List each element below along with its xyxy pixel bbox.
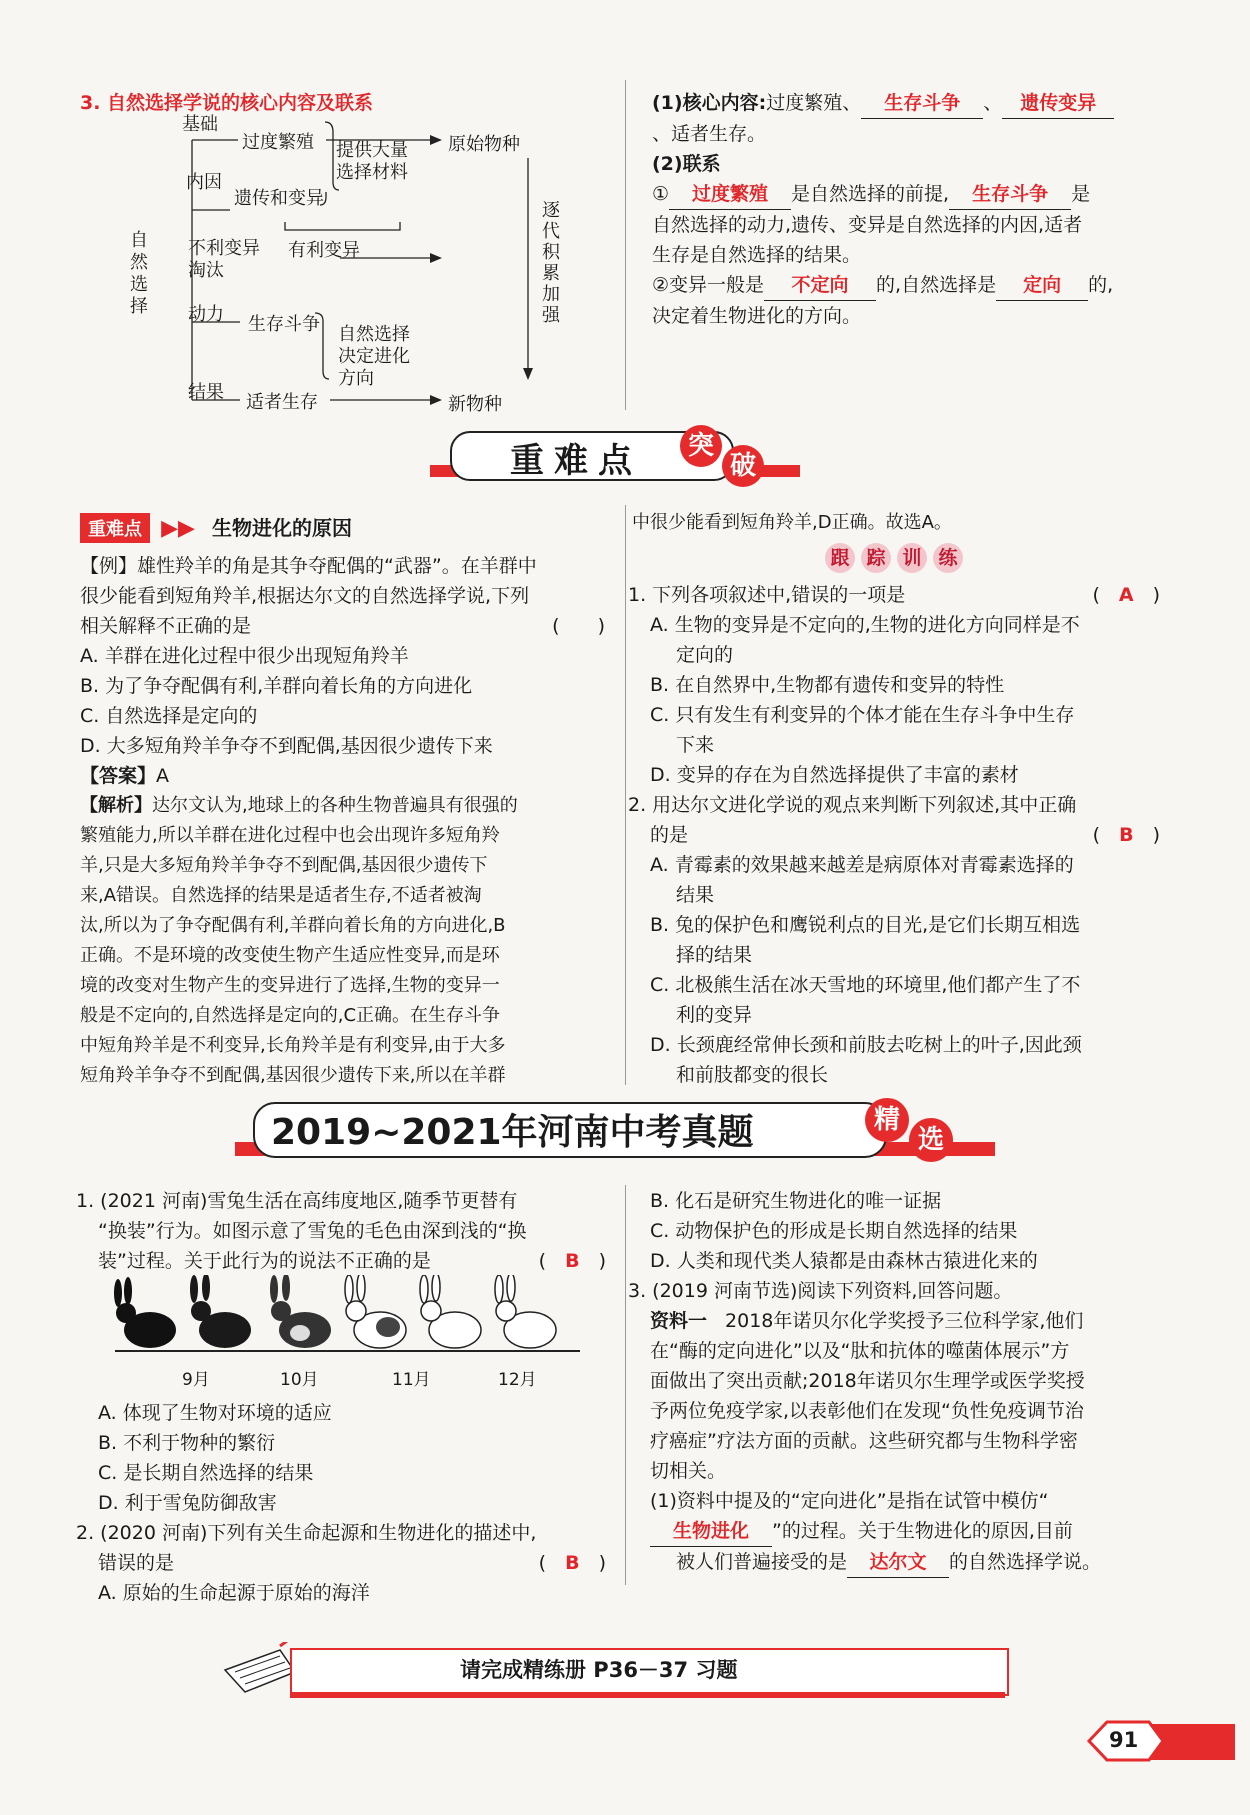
- exam-q1-option-b: B. 不利于物种的繁衍: [98, 1432, 276, 1454]
- q2-option-b: B. 兔的保护色和鹰锐利点的目光,是它们长期互相选: [650, 914, 1081, 936]
- banner-title: 重难点: [510, 441, 642, 481]
- column-divider-bottom: [625, 1185, 626, 1585]
- analysis-line-3: 羊,只是大多短角羚羊争夺不到配偶,基因很少遗传下: [80, 855, 488, 876]
- q1-option-a: A. 生物的变异是不定向的,生物的进化方向同样是不: [650, 614, 1080, 636]
- q1-option-b: B. 在自然界中,生物都有遗传和变异的特性: [650, 674, 1005, 696]
- diagram-drive: 动力: [188, 304, 224, 325]
- footer-instruction-bar: [220, 1642, 1010, 1702]
- diagram-result: 结果: [188, 382, 224, 403]
- q1-answer: A: [1118, 584, 1134, 606]
- banner-tag-1: 突: [680, 425, 722, 467]
- training-chip-1: 跟: [825, 543, 855, 573]
- exam-q1-line-3: 装”过程。关于此行为的说法不正确的是: [98, 1250, 431, 1272]
- q1-stem: 1. 下列各项叙述中,错误的一项是: [628, 584, 906, 606]
- key-point-header: [80, 512, 352, 542]
- q2-stem-1: 2. 用达尔文进化学说的观点来判断下列叙述,其中正确: [628, 794, 1077, 816]
- q1-option-d: D. 变异的存在为自然选择提供了丰富的素材: [650, 764, 1019, 786]
- hare-2: [190, 1275, 251, 1348]
- month-10: 10月: [280, 1370, 319, 1390]
- column-divider-middle: [625, 505, 626, 1085]
- q2-option-c: C. 北极熊生活在冰天雪地的环境里,他们都产生了不: [650, 974, 1081, 996]
- relation2-text-2: 的,自然选择是: [876, 274, 997, 296]
- diagram-internal: 内因: [186, 172, 222, 193]
- training-header: [822, 543, 966, 573]
- example-option-a: A. 羊群在进化过程中很少出现短角羚羊: [80, 645, 409, 667]
- example-line-1: 【例】雄性羚羊的角是其争夺配偶的“武器”。在羊群中: [80, 555, 537, 577]
- relation2-line-2: 决定着生物进化的方向。: [652, 305, 862, 327]
- month-11: 11月: [392, 1370, 431, 1390]
- banner-exam: [235, 1098, 1005, 1178]
- analysis-line-8: 般是不定向的,自然选择是定向的,C正确。在生存斗争: [80, 1005, 501, 1026]
- example-option-c: C. 自然选择是定向的: [80, 705, 258, 727]
- analysis-line-5: 汰,所以为了争夺配偶有利,羊群向着长角的方向进化,B: [80, 915, 506, 936]
- q1-option-c: C. 只有发生有利变异的个体才能在生存斗争中生存: [650, 704, 1075, 726]
- month-9: 9月: [182, 1370, 210, 1390]
- material-line-6: 切相关。: [650, 1460, 727, 1482]
- core-content-end: 、适者生存。: [652, 123, 767, 145]
- example-option-b: B. 为了争夺配偶有利,羊群向着长角的方向进化: [80, 675, 473, 697]
- diagram-provide: 提供大量选择材料: [336, 140, 408, 183]
- exam-q2-answer: B: [565, 1552, 580, 1574]
- example-line-3: 相关解释不正确的是: [80, 615, 252, 637]
- column-divider-top: [625, 80, 626, 410]
- q2-stem-2: 的是: [650, 824, 689, 846]
- q2-option-d-cont: 和前肢都变的很长: [676, 1064, 829, 1086]
- diagram-origin: 原始物种: [448, 134, 520, 155]
- exam-q2-block: 2. (2020 河南)下列有关生命起源和生物进化的描述中, 错误的是 ( B ) A. 原始的生命起源于原始的海洋: [76, 1518, 606, 1608]
- diagram-unfavorable: 不利变异淘汰: [188, 238, 260, 281]
- sub1-text-2: ”的过程。关于生物进化的原因,目前: [772, 1520, 1073, 1542]
- hare-4: [345, 1275, 406, 1348]
- footer-instruction-text: 请完成精练册 P36－37 习题: [460, 1658, 738, 1682]
- exam-q1-option-a: A. 体现了生物对环境的适应: [98, 1402, 332, 1424]
- diagram-left-label: 自然选择: [130, 230, 148, 317]
- answer-value: A: [156, 765, 170, 787]
- material-line-4: 予两位免疫学家,以表彰他们在发现“负性免疫调节治: [650, 1400, 1084, 1422]
- diagram-accumulate: 逐代积累加强: [542, 200, 560, 326]
- training-chip-3: 训: [897, 543, 927, 573]
- relation-line-3: 生存是自然选择的结果。: [652, 244, 862, 266]
- answer-label: 【答案】: [80, 765, 157, 787]
- q1-option-a-cont: 定向的: [676, 644, 734, 666]
- analysis-line-1: 达尔文认为,地球上的各种生物普遍具有很强的: [152, 795, 518, 816]
- material-line-5: 疗癌症”疗法方面的贡献。这些研究都与生物科学密: [650, 1430, 1078, 1452]
- exam-q1-answer: B: [565, 1250, 580, 1272]
- relation-text-1: 是自然选择的前提,: [791, 183, 950, 205]
- banner-exam-tag-2: 选: [909, 1118, 953, 1162]
- selection-diagram: [130, 110, 590, 415]
- core-sep: 、: [983, 92, 1003, 114]
- hare-1: [114, 1277, 176, 1348]
- diagram-decide: 自然选择决定进化方向: [338, 324, 410, 389]
- q1-option-c-cont: 下来: [676, 734, 715, 756]
- relation2-blank-2: 定向: [996, 270, 1088, 301]
- diagram-new-species: 新物种: [448, 394, 502, 415]
- diagram-basis: 基础: [182, 114, 218, 135]
- diagram-struggle: 生存斗争: [248, 314, 320, 335]
- relation-blank-2: 生存斗争: [949, 179, 1071, 210]
- section-heading: 3. 自然选择学说的核心内容及联系: [80, 92, 374, 114]
- q2-option-d: D. 长颈鹿经常伸长颈和前肢去吃树上的叶子,因此颈: [650, 1034, 1082, 1056]
- training-chip-4: 练: [933, 543, 963, 573]
- analysis-label: 【解析】: [80, 795, 152, 816]
- relation-mark-1: ①: [652, 183, 670, 205]
- core-content-text: 过度繁殖、: [766, 92, 862, 114]
- exam-q1-line-2: “换装”行为。如图示意了雪兔的毛色由深到浅的“换: [98, 1220, 527, 1242]
- key-point-title: 生物进化的原因: [212, 516, 353, 540]
- analysis-line-2: 繁殖能力,所以羊群在进化过程中也会出现许多短角羚: [80, 825, 500, 846]
- diagram-overbreed: 过度繁殖: [242, 132, 314, 153]
- exam-q1-option-d: D. 利于雪兔防御敌害: [98, 1492, 277, 1514]
- example-option-d: D. 大多短角羚羊争夺不到配偶,基因很少遗传下来: [80, 735, 493, 757]
- example-block: [80, 551, 610, 1091]
- exam-q1-option-c: C. 是长期自然选择的结果: [98, 1462, 314, 1484]
- analysis-line-4: 来,A错误。自然选择的结果是适者生存,不适者被淘: [80, 885, 482, 906]
- analysis-line-10: 短角羚羊争夺不到配偶,基因很少遗传下来,所以在羊群: [80, 1065, 506, 1086]
- material-label: 资料一: [650, 1310, 708, 1332]
- page-number: 91: [1109, 1728, 1139, 1752]
- banner-key-points: [430, 425, 810, 497]
- banner-exam-title: 2019~2021年河南中考真题: [271, 1112, 754, 1153]
- banner-exam-tag-1: 精: [865, 1098, 909, 1142]
- example-paren: ( ): [552, 615, 605, 637]
- exam-right-block: [628, 1186, 1160, 1578]
- sub1-blank-1: 生物进化: [650, 1516, 772, 1547]
- core-blank-1: 生存斗争: [861, 88, 983, 119]
- q2-option-a: A. 青霉素的效果越来越差是病原体对青霉素选择的: [650, 854, 1074, 876]
- key-point-arrow: ▶▶: [161, 516, 195, 541]
- sub1-blank-2: 达尔文: [847, 1547, 949, 1578]
- exam-q2-option-b: B. 化石是研究生物进化的唯一证据: [650, 1190, 942, 1212]
- material-line-2: 在“酶的定向进化”以及“肽和抗体的噬菌体展示”方: [650, 1340, 1070, 1362]
- diagram-variation: 遗传和变异: [234, 188, 324, 209]
- exam-q2-option-c: C. 动物保护色的形成是长期自然选择的结果: [650, 1220, 1018, 1242]
- analysis-continued: 中很少能看到短角羚羊,D正确。故选A。: [632, 512, 952, 533]
- core-blank-2: 遗传变异: [1002, 88, 1114, 119]
- exam-q1-block: 1. (2021 河南)雪兔生活在高纬度地区,随季节更替有 “换装”行为。如图示意了雪兔的毛色由深到浅的“换 装”过程。关于此行为的说法不正确的是 ( B ): [76, 1186, 606, 1276]
- snow-hare-figure: [110, 1275, 590, 1395]
- diagram-favorable: 有利变异: [288, 240, 360, 261]
- diagram-survive: 适者生存: [246, 392, 318, 413]
- analysis-line-9: 中短角羚羊是不利变异,长角羚羊是有利变异,由于大多: [80, 1035, 506, 1056]
- analysis-line-7: 境的改变对生物产生的变异进行了选择,生物的变异一: [80, 975, 500, 996]
- relation-label: (2)联系: [652, 153, 721, 175]
- page-number-tab: [1085, 1718, 1235, 1764]
- core-content-label: (1)核心内容:: [652, 92, 767, 114]
- exam-q1-line-1: 1. (2021 河南)雪兔生活在高纬度地区,随季节更替有: [76, 1190, 518, 1212]
- month-12: 12月: [498, 1370, 537, 1390]
- sub1-text-3: 被人们普遍接受的是: [676, 1551, 848, 1573]
- banner-tag-2: 破: [722, 445, 764, 487]
- relation2-text-1: ②变异一般是: [652, 274, 765, 296]
- exam-q2-line-2: 错误的是: [98, 1552, 175, 1574]
- exam-q3-stem: 3. (2019 河南节选)阅读下列资料,回答问题。: [628, 1280, 1013, 1302]
- exam-q2-line-1: 2. (2020 河南)下列有关生命起源和生物进化的描述中,: [76, 1522, 537, 1544]
- material-line-3: 面做出了突出贡献;2018年诺贝尔生理学或医学奖授: [650, 1370, 1085, 1392]
- hare-5: [420, 1275, 481, 1348]
- material-line-1: 2018年诺贝尔化学奖授予三位科学家,他们: [725, 1310, 1084, 1332]
- example-line-2: 很少能看到短角羚羊,根据达尔文的自然选择学说,下列: [80, 585, 530, 607]
- key-point-badge: 重难点: [80, 513, 150, 543]
- q2-answer: B: [1119, 824, 1134, 846]
- sub1-text-4: 的自然选择学说。: [949, 1551, 1102, 1573]
- relation-line-2: 自然选择的动力,遗传、变异是自然选择的内因,适者: [652, 214, 1083, 236]
- relation-blank-1: 过度繁殖: [669, 179, 791, 210]
- core-content-block: [652, 88, 1162, 331]
- q2-option-b-cont: 择的结果: [676, 944, 753, 966]
- training-questions: 1. 下列各项叙述中,错误的一项是 ( A ) A. 生物的变异是不定向的,生物的进化方向同样是不 定向的 B. 在自然界中,生物都有遗传和变异的特性 C. 只有发生有利变异的个体才能在生存斗争中生存 下来 D. 变异的存在为自然选择提供了丰富的素材 2. 用达尔文进化学说的观点来判断下列叙述,其中正确 的是 ( B ) A. 青霉素的效果越来越差是病原体对青霉素选择的 结果 B. 兔的保护色和鹰锐利点的目光,是它们长期互相选 择的结果 C. 北极熊生活在冰天雪地的环境里,他们都产生了不 利的变异 D. 长颈鹿经常伸长颈和前肢去吃树上的叶子,因此颈 和前肢都变的很长: [628, 580, 1160, 1090]
- hare-3: [270, 1275, 331, 1348]
- relation-text-2: 是: [1071, 183, 1091, 205]
- sub1-line-1: (1)资料中提及的“定向进化”是指在试管中模仿“: [650, 1490, 1049, 1512]
- relation2-blank-1: 不定向: [764, 270, 876, 301]
- exam-q2-option-d: D. 人类和现代类人猿都是由森林古猿进化来的: [650, 1250, 1038, 1272]
- exam-q2-option-a: A. 原始的生命起源于原始的海洋: [98, 1582, 370, 1604]
- footer-instruction-underline: [290, 1692, 1005, 1698]
- exam-q1-options: [98, 1398, 598, 1518]
- q2-option-c-cont: 利的变异: [676, 1004, 753, 1026]
- training-chip-2: 踪: [861, 543, 891, 573]
- q2-option-a-cont: 结果: [676, 884, 715, 906]
- relation2-text-3: 的,: [1088, 274, 1114, 296]
- analysis-line-6: 正确。不是环境的改变使生物产生适应性变异,而是环: [80, 945, 500, 966]
- hare-6: [495, 1275, 556, 1348]
